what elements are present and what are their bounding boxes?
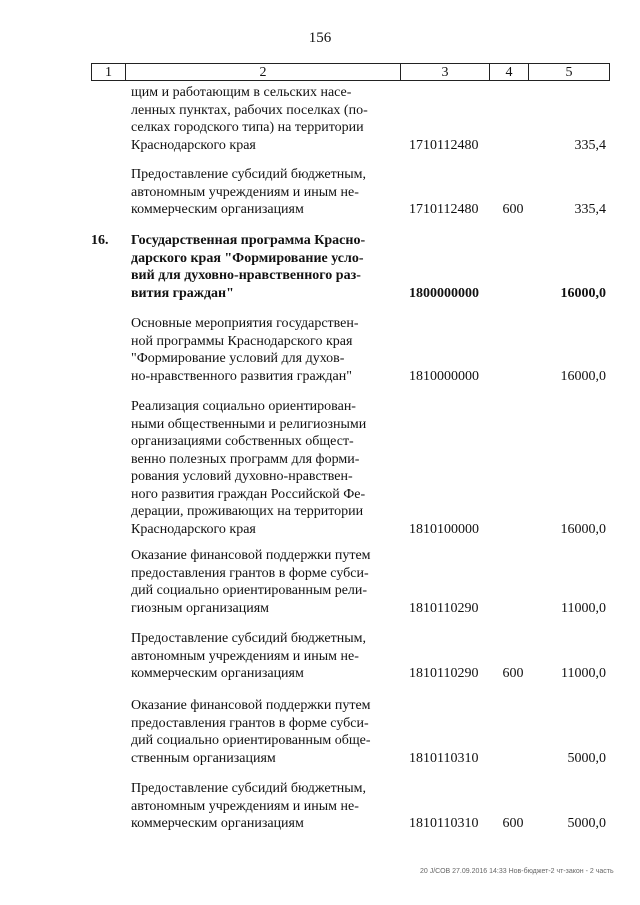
description-line: коммерческим организациям bbox=[131, 816, 304, 831]
row-description bbox=[131, 547, 393, 617]
row-description bbox=[131, 697, 393, 767]
row-description bbox=[131, 84, 393, 154]
target-code: 1810110310 bbox=[409, 750, 479, 766]
description-line: дарского края "Формирование усло- bbox=[131, 250, 364, 266]
description-line: дий социально ориентированным обще- bbox=[131, 733, 371, 748]
amount: 16000,0 bbox=[560, 521, 606, 537]
amount: 335,4 bbox=[574, 137, 606, 153]
amount: 5000,0 bbox=[567, 750, 606, 766]
amount: 16000,0 bbox=[560, 285, 606, 301]
description-line: Краснодарского края bbox=[131, 137, 256, 153]
target-code: 1810000000 bbox=[409, 368, 479, 384]
header-col-5: 5 bbox=[528, 63, 610, 81]
description-line: ленных пунктах, рабочих поселках (по- bbox=[131, 102, 368, 118]
description-line: организациями собственных общест- bbox=[131, 434, 354, 449]
description-line: гиозным организациям bbox=[131, 600, 269, 616]
description-line: автономным учреждениям и иным не- bbox=[131, 798, 359, 814]
description-line: "Формирование условий для духов- bbox=[131, 351, 345, 366]
description-line: венно полезных программ для форми- bbox=[131, 451, 360, 467]
target-code: 1810110310 bbox=[409, 816, 479, 831]
description-line: предоставления грантов в форме субси- bbox=[131, 565, 369, 581]
description-line: Оказание финансовой поддержки путем bbox=[131, 698, 371, 713]
target-code: 1810110290 bbox=[409, 666, 479, 681]
description-line: вития граждан" bbox=[131, 285, 234, 301]
description-line: автономным учреждениям и иным не- bbox=[131, 184, 359, 200]
row-description bbox=[131, 780, 393, 833]
description-line: ными общественными и религиозными bbox=[131, 416, 367, 432]
row-description bbox=[131, 398, 393, 538]
description-line: коммерческим организациям bbox=[131, 202, 304, 217]
expense-type: 600 bbox=[502, 202, 524, 217]
amount: 335,4 bbox=[574, 202, 606, 217]
description-line: автономным учреждениям и иным не- bbox=[131, 648, 359, 664]
amount: 5000,0 bbox=[567, 816, 606, 831]
row-description bbox=[131, 630, 393, 683]
header-col-3: 3 bbox=[400, 63, 489, 81]
footer-stamp: 20 J/СОВ 27.09.2016 14:33 Нов-бюджет-2 чт-закон - 2 часть bbox=[420, 868, 614, 875]
amount: 11000,0 bbox=[561, 600, 606, 616]
description-line: вий для духовно-нравственного раз- bbox=[131, 268, 361, 283]
description-line: селках городского типа) на территории bbox=[131, 120, 364, 135]
description-line: Государственная программа Красно- bbox=[131, 233, 366, 248]
row-description bbox=[131, 166, 393, 219]
header-col-1: 1 bbox=[91, 63, 125, 81]
row-number: 16. bbox=[91, 233, 109, 248]
expense-type: 600 bbox=[502, 816, 524, 831]
row-description bbox=[131, 315, 393, 385]
description-line: ного развития граждан Российской Фе- bbox=[131, 486, 366, 502]
target-code: 1810110290 bbox=[409, 600, 479, 616]
target-code: 1810100000 bbox=[409, 521, 479, 537]
page-number: 156 bbox=[308, 30, 332, 46]
description-line: Оказание финансовой поддержки путем bbox=[131, 548, 371, 563]
description-line: Реализация социально ориентирован- bbox=[131, 399, 356, 414]
description-line: коммерческим организациям bbox=[131, 666, 304, 681]
description-line: дий социально ориентированным рели- bbox=[131, 583, 368, 598]
header-col-2: 2 bbox=[125, 63, 400, 81]
description-line: щим и работающим в сельских насе- bbox=[131, 85, 352, 100]
description-line: Предоставление субсидий бюджетным, bbox=[131, 167, 367, 182]
amount: 11000,0 bbox=[561, 666, 606, 681]
expense-type: 600 bbox=[502, 666, 524, 681]
target-code: 1710112480 bbox=[409, 137, 479, 153]
amount: 16000,0 bbox=[560, 368, 606, 384]
description-line: ственным организациям bbox=[131, 750, 276, 766]
description-line: но-нравственного развития граждан" bbox=[131, 368, 352, 384]
description-line: рования условий духовно-нравствен- bbox=[131, 469, 353, 484]
description-line: дерации, проживающих на территории bbox=[131, 504, 364, 519]
description-line: предоставления грантов в форме субси- bbox=[131, 715, 369, 731]
header-col-4: 4 bbox=[489, 63, 528, 81]
description-line: Основные мероприятия государствен- bbox=[131, 316, 359, 331]
description-line: Краснодарского края bbox=[131, 521, 256, 537]
target-code: 1710112480 bbox=[409, 202, 479, 217]
description-line: ной программы Краснодарского края bbox=[131, 333, 353, 349]
row-description bbox=[131, 232, 393, 302]
description-line: Предоставление субсидий бюджетным, bbox=[131, 631, 367, 646]
description-line: Предоставление субсидий бюджетным, bbox=[131, 781, 367, 796]
target-code: 1800000000 bbox=[409, 285, 479, 301]
